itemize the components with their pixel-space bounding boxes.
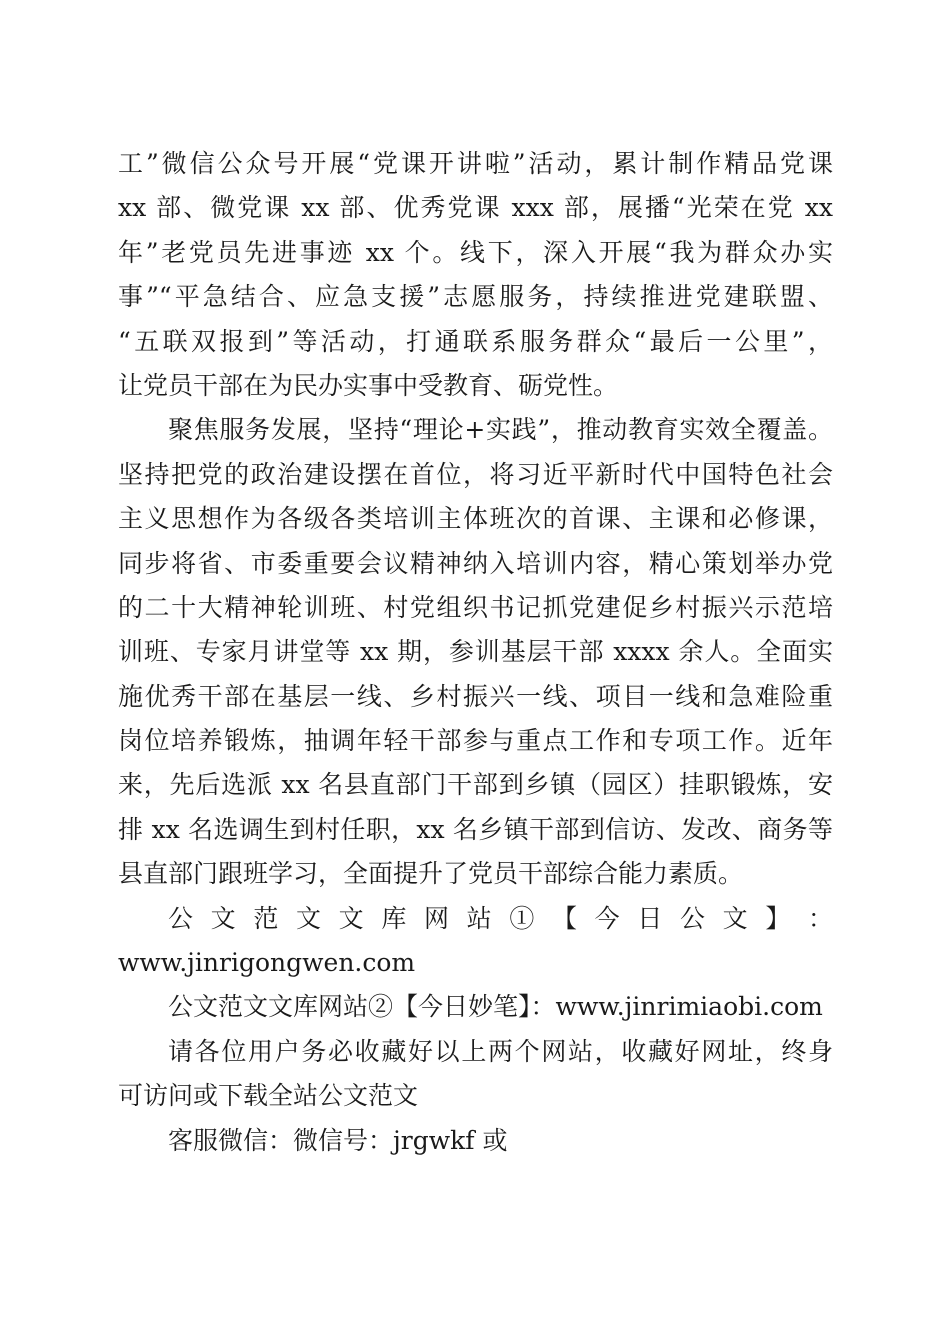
text-line: xx 部、微党课 xx 部、优秀党课 xxx 部，展播“光荣在党 xx (118, 193, 833, 223)
text-line: 主义思想作为各级各类培训主体班次的首课、主课和必修课， (118, 504, 833, 534)
paragraph-2 (118, 408, 833, 896)
text-line: 聚焦服务发展，坚持“理论+实践”，推动教育实效全覆盖。 (168, 415, 833, 445)
notice-line: 可访问或下载全站公文范文 (118, 1081, 419, 1111)
text-line: 排 xx 名选调生到村任职，xx 名乡镇干部到信访、发改、商务等 (118, 814, 833, 844)
text-line: 来，先后选派 xx 名县直部门干部到乡镇（园区）挂职锻炼，安 (118, 770, 833, 800)
text-line: 坚持把党的政治建设摆在首位，将习近平新时代中国特色社会 (118, 459, 833, 489)
text-line: 施优秀干部在基层一线、乡村振兴一线、项目一线和急难险重 (118, 681, 833, 711)
paragraph-1 (118, 142, 833, 408)
text-line: 岗位培养锻炼，抽调年轻干部参与重点工作和专项工作。近年 (118, 726, 833, 756)
site-info (118, 897, 833, 1163)
text-line: “五联双报到”等活动，打通联系服务群众“最后一公里”， (118, 326, 833, 356)
notice-line: 请各位用户务必收藏好以上两个网站，收藏好网址，终身 (168, 1036, 833, 1066)
document-page (118, 142, 833, 1163)
site2-line[interactable]: 公文范文文库网站②【今日妙笔】：www.jinrimiaobi.com (168, 992, 823, 1022)
text-line: 同步将省、市委重要会议精神纳入培训内容，精心策划举办党 (118, 548, 833, 578)
text-line: 事”“平急结合、应急支援”志愿服务，持续推进党建联盟、 (118, 282, 833, 312)
text-line: 工”微信公众号开展“党课开讲啦”活动，累计制作精品党课 (118, 149, 833, 178)
service-wechat: 客服微信：微信号：jrgwkf 或 (168, 1125, 508, 1155)
text-line: 县直部门跟班学习，全面提升了党员干部综合能力素质。 (118, 859, 744, 889)
text-line: 年”老党员先进事迹 xx 个。线下，深入开展“我为群众办实 (118, 237, 833, 267)
text-line: 训班、专家月讲堂等 xx 期，参训基层干部 xxxx 余人。全面实 (118, 637, 833, 667)
text-line: 的二十大精神轮训班、村党组织书记抓党建促乡村振兴示范培 (118, 592, 833, 622)
site1-label: 公 文 范 文 文 库 网 站 ① 【 今 日 公 文 】 ： (168, 903, 833, 933)
site1-url-link[interactable]: www.jinrigongwen.com (118, 948, 416, 978)
text-line: 让党员干部在为民办实事中受教育、砺党性。 (118, 370, 619, 400)
